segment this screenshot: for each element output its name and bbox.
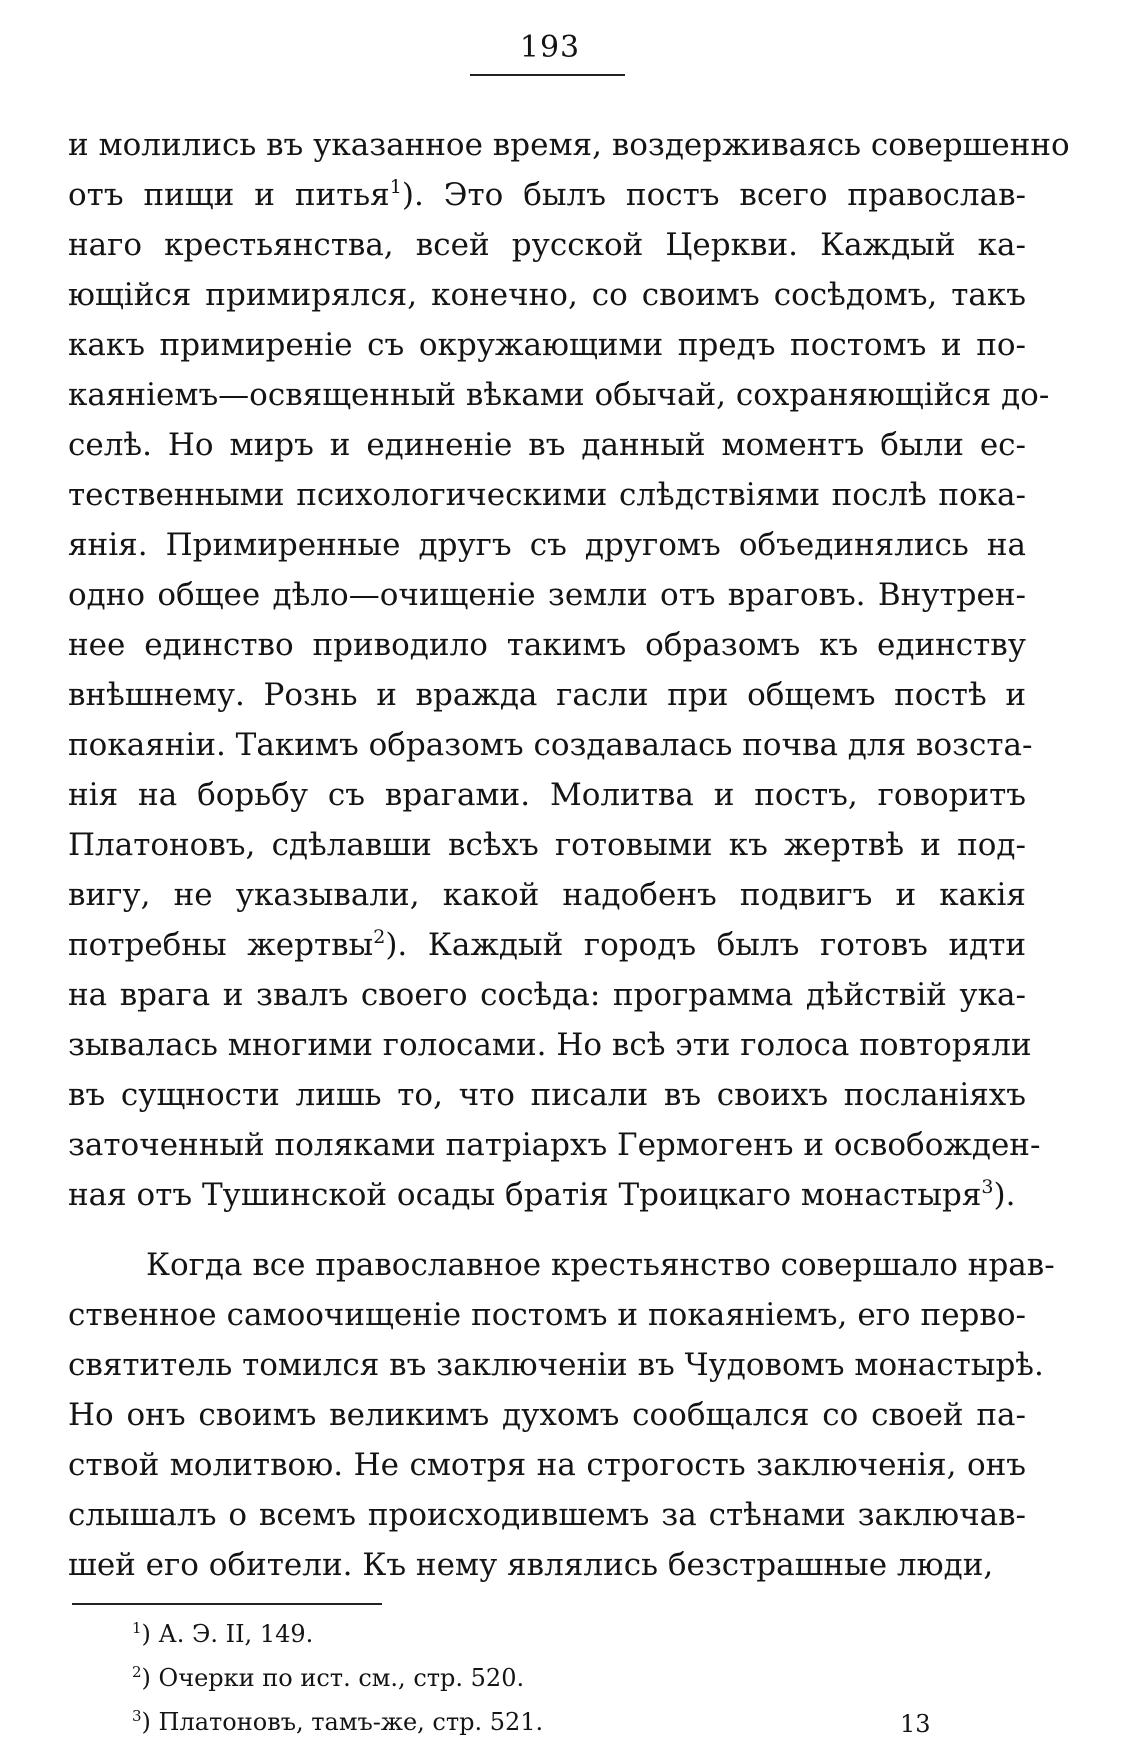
footnote — [132, 1612, 832, 1656]
text-line: ствой молитвою. Не смотря на строгость заключенія, онъ — [68, 1447, 1026, 1483]
text-line — [68, 920, 1026, 970]
text-segment: ). — [993, 1177, 1016, 1213]
header-rule — [470, 74, 625, 76]
text-line: слышалъ о всемъ происходившемъ за стѣнами заключав- — [68, 1497, 1026, 1533]
text-line: покаяніи. Такимъ образомъ создавалась почва для возста- — [68, 727, 1033, 763]
text-line: Платоновъ, сдѣлавши всѣхъ готовыми къ жертвѣ и под- — [68, 827, 1026, 863]
body-text — [68, 120, 1070, 1590]
footnote-ref: 1 — [389, 176, 402, 198]
text-line: нія на борьбу съ врагами. Молитва и постъ, говоритъ — [68, 777, 1026, 813]
text-line: зывалась многими голосами. Но всѣ эти голоса повторяли — [68, 1027, 1032, 1063]
text-segment: отъ пищи и питья — [68, 177, 390, 213]
text-line: вигу, не указывали, какой надобенъ подвигъ и какія — [68, 877, 1026, 913]
page-number: 193 — [519, 30, 581, 65]
text-line — [68, 1170, 1026, 1220]
text-line: на врага и звалъ своего сосѣда: программа дѣйствій ука- — [68, 977, 1026, 1013]
text-line: тественными психологическими слѣдствіями послѣ пока- — [68, 477, 1026, 513]
text-line: каяніемъ—освященный вѣками обычай, сохраняющійся до- — [68, 377, 1050, 413]
text-line: одно общее дѣло—очищеніе земли отъ враговъ. Внутрен- — [68, 577, 1026, 613]
text-segment: ). Это былъ постъ всего православ- — [401, 177, 1026, 213]
text-line: внѣшнему. Рознь и вражда гасли при общемъ постѣ и — [68, 677, 1026, 713]
text-line: наго крестьянства, всей русской Церкви. Каждый ка- — [68, 227, 1026, 263]
text-line: шей его обители. Къ нему являлись безстрашные люди, — [68, 1547, 994, 1583]
footnote-ref: 2 — [373, 926, 386, 948]
paragraph-gap — [68, 1220, 1026, 1240]
footnote — [132, 1656, 832, 1700]
signature-mark: 13 — [900, 1710, 931, 1738]
text-line — [68, 170, 1026, 220]
text-line: Когда все православное крестьянство совершало нрав- — [146, 1247, 1055, 1283]
footnote-mark: 1 — [132, 1619, 142, 1637]
footnote — [132, 1700, 832, 1744]
text-line: какъ примиреніе съ окружающими предъ постомъ и по- — [68, 327, 1026, 363]
footnote-text: ) Платоновъ, тамъ-же, стр. 521. — [141, 1708, 544, 1736]
text-segment: ная отъ Тушинской осады братія Троицкаго монастыря — [68, 1177, 982, 1213]
paragraph-1 — [68, 120, 1070, 1220]
text-line: селѣ. Но миръ и единеніе въ данный моментъ были ес- — [68, 427, 1026, 463]
text-line: заточенный поляками патріархъ Гермогенъ и освобожден- — [68, 1127, 1041, 1163]
footnote-mark: 2 — [132, 1663, 142, 1681]
footnote-text: ) Очерки по ист. см., стр. 520. — [141, 1664, 525, 1692]
text-line: ственное самоочищеніе постомъ и покаяніемъ, его перво- — [68, 1297, 1026, 1333]
footnote-text: ) А. Э. II, 149. — [141, 1620, 314, 1648]
footnote-mark: 3 — [132, 1707, 142, 1725]
text-line: янія. Примиренные другъ съ другомъ объединялись на — [68, 527, 1026, 563]
text-line: въ сущности лишь то, что писали въ своихъ посланіяхъ — [68, 1077, 1026, 1113]
footnotes — [132, 1612, 832, 1744]
text-line: и молились въ указанное время, воздерживаясь совершенно — [68, 127, 1070, 163]
paragraph-2 — [68, 1240, 1055, 1590]
text-line: Но онъ своимъ великимъ духомъ сообщался со своей па- — [68, 1397, 1026, 1433]
text-line: ющійся примирялся, конечно, со своимъ сосѣдомъ, такъ — [68, 277, 1026, 313]
footnote-ref: 3 — [981, 1176, 994, 1198]
text-segment: потребны жертвы — [68, 927, 374, 963]
text-line: святитель томился въ заключеніи въ Чудовомъ монастырѣ. — [68, 1347, 1044, 1383]
text-line: нее единство приводило такимъ образомъ къ единству — [68, 627, 1026, 663]
text-segment: ). Каждый городъ былъ готовъ идти — [385, 927, 1027, 963]
footnote-rule — [72, 1603, 382, 1605]
